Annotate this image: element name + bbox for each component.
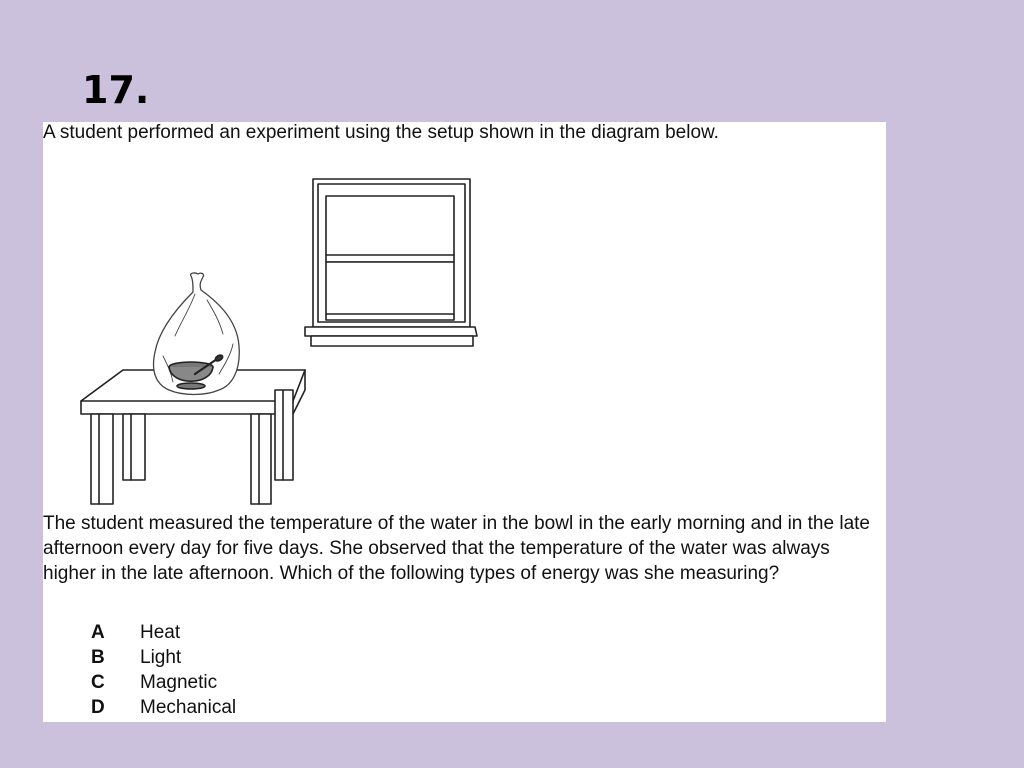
choice-letter: D xyxy=(91,696,105,718)
question-body: The student measured the temperature of the water in the bowl in the early morning and in the late afternoon every day for five days. She observed that the temperature of the water was always higher in the late afternoon. Which of the following types of energy was she measuring? xyxy=(43,513,870,584)
window-icon xyxy=(305,179,477,346)
choice-text: Heat xyxy=(140,621,181,643)
answer-choice-c[interactable] xyxy=(91,670,236,695)
choice-text: Magnetic xyxy=(140,671,218,693)
answer-choice-b[interactable] xyxy=(91,645,236,670)
question-card xyxy=(43,122,886,722)
choice-letter: C xyxy=(91,671,105,693)
choice-text: Light xyxy=(140,646,182,668)
choice-letter: B xyxy=(91,646,105,668)
answer-choice-d[interactable] xyxy=(91,695,236,720)
slide-number: 17. xyxy=(82,68,150,112)
experiment-diagram xyxy=(43,150,493,510)
choice-text: Mechanical xyxy=(140,696,237,718)
choice-letter: A xyxy=(91,621,105,643)
question-intro: A student performed an experiment using the setup shown in the diagram below. xyxy=(43,122,719,143)
answer-choices xyxy=(91,620,236,720)
answer-choice-a[interactable] xyxy=(91,620,236,645)
